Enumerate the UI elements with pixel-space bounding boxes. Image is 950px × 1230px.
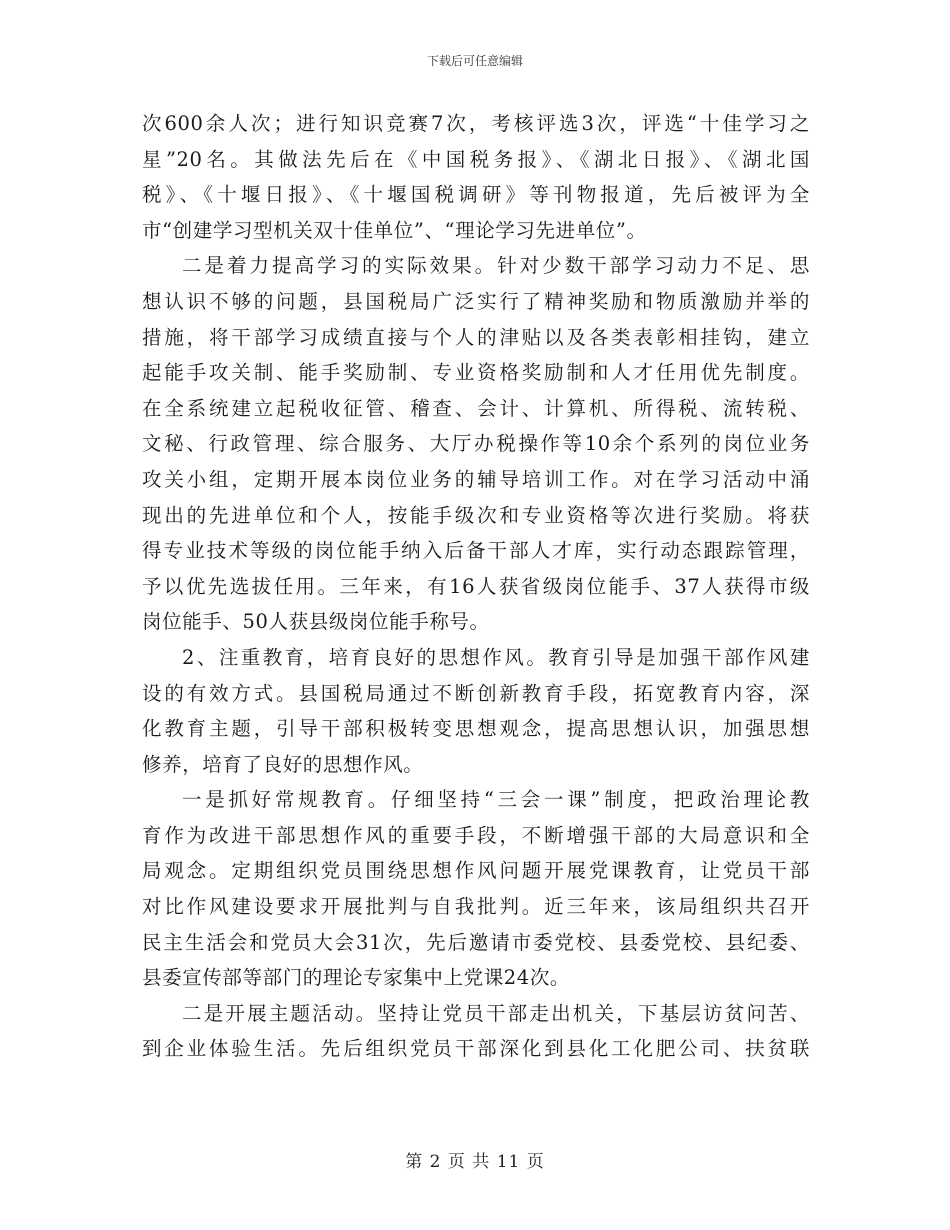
- text-line: 现出的先进单位和个人，按能手级次和专业资格等次进行奖励。将获: [142, 503, 810, 527]
- text-line: 到企业体验生活。先后组织党员干部深化到县化工化肥公司、扶贫联: [142, 1037, 810, 1061]
- text-line: 民主生活会和党员大会31次，先后邀请市委党校、县委党校、县纪委、: [142, 930, 810, 954]
- text-line: 得专业技术等级的岗位能手纳入后备干部人才库，实行动态跟踪管理，: [142, 539, 810, 563]
- text-line: 起能手攻关制、能手奖励制、专业资格奖励制和人才任用优先制度。: [142, 361, 810, 385]
- text-line: 化教育主题，引导干部积极转变思想观念，提高思想认识，加强思想: [142, 717, 810, 741]
- text-line: 措施，将干部学习成绩直接与个人的津贴以及各类表彰相挂钩，建立: [142, 325, 810, 349]
- page-header: 下载后可任意编辑: [426, 54, 523, 68]
- text-line: 星”20名。其做法先后在《中国税务报》、《湖北日报》、《湖北国: [142, 147, 810, 171]
- text-line: 一是抓好常规教育。仔细坚持“三会一课”制度，把政治理论教: [182, 788, 810, 812]
- text-line: 局观念。定期组织党员围绕思想作风问题开展党课教育，让党员干部: [142, 859, 810, 883]
- text-line: 修养，培育了良好的思想作风。: [142, 752, 424, 776]
- text-line: 予以优先选拔任用。三年来，有16人获省级岗位能手、37人获得市级: [142, 574, 810, 598]
- paragraph: [142, 996, 810, 1067]
- text-line: 2、注重教育，培育良好的思想作风。教育引导是加强干部作风建: [182, 645, 810, 669]
- text-line: 想认识不够的问题，县国税局广泛实行了精神奖励和物质激励并举的: [142, 289, 810, 313]
- text-line: 岗位能手、50人获县级岗位能手称号。: [142, 610, 490, 634]
- text-line: 二是开展主题活动。坚持让党员干部走出机关，下基层访贫问苦、: [182, 1001, 810, 1025]
- text-line: 次600余人次；进行知识竞赛7次，考核评选3次，评选“十佳学习之: [142, 112, 810, 135]
- text-line: 市“创建学习型机关双十佳单位”、“理论学习先进单位”。: [142, 218, 647, 242]
- text-line: 对比作风建设要求开展批判与自我批判。近三年来，该局组织共召开: [142, 895, 810, 919]
- text-line: 税》、《十堰日报》、《十堰国税调研》等刊物报道，先后被评为全: [142, 183, 810, 207]
- document-body: [142, 106, 810, 1067]
- text-line: 设的有效方式。县国税局通过不断创新教育手段，拓宽教育内容，深: [142, 681, 810, 705]
- paragraph: [142, 782, 810, 996]
- text-line: 育作为改进干部思想作风的重要手段，不断增强干部的大局意识和全: [142, 823, 810, 847]
- paragraph: [142, 640, 810, 782]
- page-number: 第 2 页 共 11 页: [405, 1152, 545, 1172]
- text-line: 攻关小组，定期开展本岗位业务的辅导培训工作。对在学习活动中涌: [142, 467, 810, 491]
- text-line: 县委宣传部等部门的理论专家集中上党课24次。: [142, 966, 571, 990]
- text-line: 在全系统建立起税收征管、稽查、会计、计算机、所得税、流转税、: [142, 396, 810, 420]
- paragraph: [142, 106, 810, 248]
- text-line: 文秘、行政管理、综合服务、大厅办税操作等10余个系列的岗位业务: [142, 432, 810, 456]
- text-line: 二是着力提高学习的实际效果。针对少数干部学习动力不足、思: [182, 254, 810, 278]
- paragraph: [142, 248, 810, 640]
